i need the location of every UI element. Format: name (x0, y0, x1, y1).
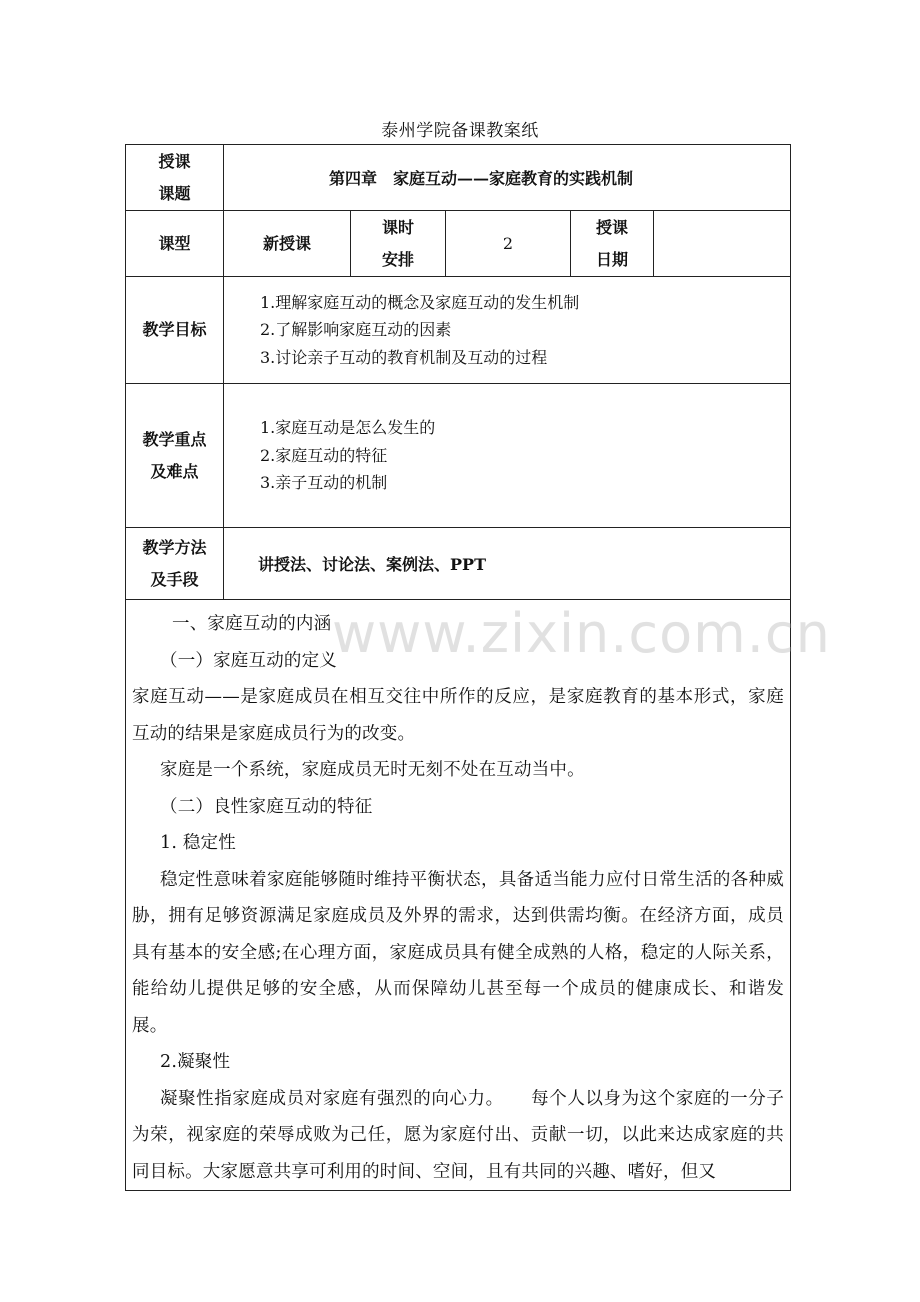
content-paragraph: 凝聚性指家庭成员对家庭有强烈的向心力。 每个人以身为这个家庭的一分子为荣，视家庭的荣辱成败为己任，愿为家庭付出、贡献一切，以此来达成家庭的共同目标。大家愿意共享可利用的时间、空间，且有共同的兴趣、嗜好，但又 (132, 1088, 785, 1182)
keypoints-list (224, 384, 791, 528)
hours-label-line2: 安排 (381, 249, 414, 269)
date-value (654, 211, 791, 277)
objective-item: 2.了解影响家庭互动的因素 (260, 320, 452, 340)
lesson-content (126, 600, 791, 1191)
hours-value: 2 (446, 211, 571, 277)
keypoints-label-line1: 教学重点 (142, 429, 207, 449)
watermark: www.zixin.com.cn (332, 602, 831, 665)
content-paragraph: 家庭互动——是家庭成员在相互交往中所作的反应，是家庭教育的基本形式，家庭互动的结果是家庭成员行为的改变。 (132, 687, 785, 744)
methods-label-line2: 及手段 (150, 569, 199, 589)
date-label-cell (571, 211, 654, 277)
keypoint-item: 3.亲子互动的机制 (260, 473, 388, 493)
objectives-list (224, 277, 791, 384)
topic-label-cell (126, 145, 224, 211)
topic-label-line2: 课题 (158, 183, 191, 203)
keypoints-label-line2: 及难点 (150, 461, 199, 481)
objective-item: 1.理解家庭互动的概念及家庭互动的发生机制 (260, 292, 580, 312)
topic-value: 第四章 家庭互动——家庭教育的实践机制 (224, 145, 791, 211)
methods-label-cell (126, 528, 224, 600)
item-heading: 2.凝聚性 (160, 1052, 231, 1072)
objectives-label: 教学目标 (126, 277, 224, 384)
content-paragraph: 稳定性意味着家庭能够随时维持平衡状态，具备适当能力应付日常生活的各种威胁，拥有足够资源满足家庭成员及外界的需求，达到供需均衡。在经济方面，成员具有基本的安全感;在心理方面，家庭成员具有健全成熟的人格，稳定的人际关系，能给幼儿提供足够的安全感，从而保障幼儿甚至每一个成员的健康成长、和谐发展。 (132, 869, 785, 1036)
methods-label-line1: 教学方法 (142, 537, 207, 557)
item-heading: 1. 稳定性 (160, 833, 236, 853)
lesson-plan-table (125, 144, 791, 1191)
objective-item: 3.讨论亲子互动的教育机制及互动的过程 (260, 347, 548, 367)
keypoint-item: 2.家庭互动的特征 (260, 445, 388, 465)
methods-value: 讲授法、讨论法、案例法、PPT (224, 528, 791, 600)
hours-label-line1: 课时 (381, 217, 414, 237)
content-paragraph: 家庭是一个系统，家庭成员无时无刻不处在互动当中。 (160, 760, 585, 780)
date-label-line1: 授课 (595, 217, 628, 237)
document-title: 泰州学院备课教案纸 (381, 121, 539, 141)
subsection-heading: （二）良性家庭互动的特征 (160, 796, 373, 817)
date-label-line2: 日期 (595, 249, 628, 269)
keypoint-item: 1.家庭互动是怎么发生的 (260, 418, 436, 438)
hours-label-cell (351, 211, 446, 277)
section-heading: 一、家庭互动的内涵 (172, 614, 332, 634)
subsection-heading: （一）家庭互动的定义 (160, 650, 337, 671)
topic-label-line1: 授课 (158, 151, 191, 171)
keypoints-label-cell (126, 384, 224, 528)
type-value: 新授课 (224, 211, 351, 277)
type-label: 课型 (126, 211, 224, 277)
